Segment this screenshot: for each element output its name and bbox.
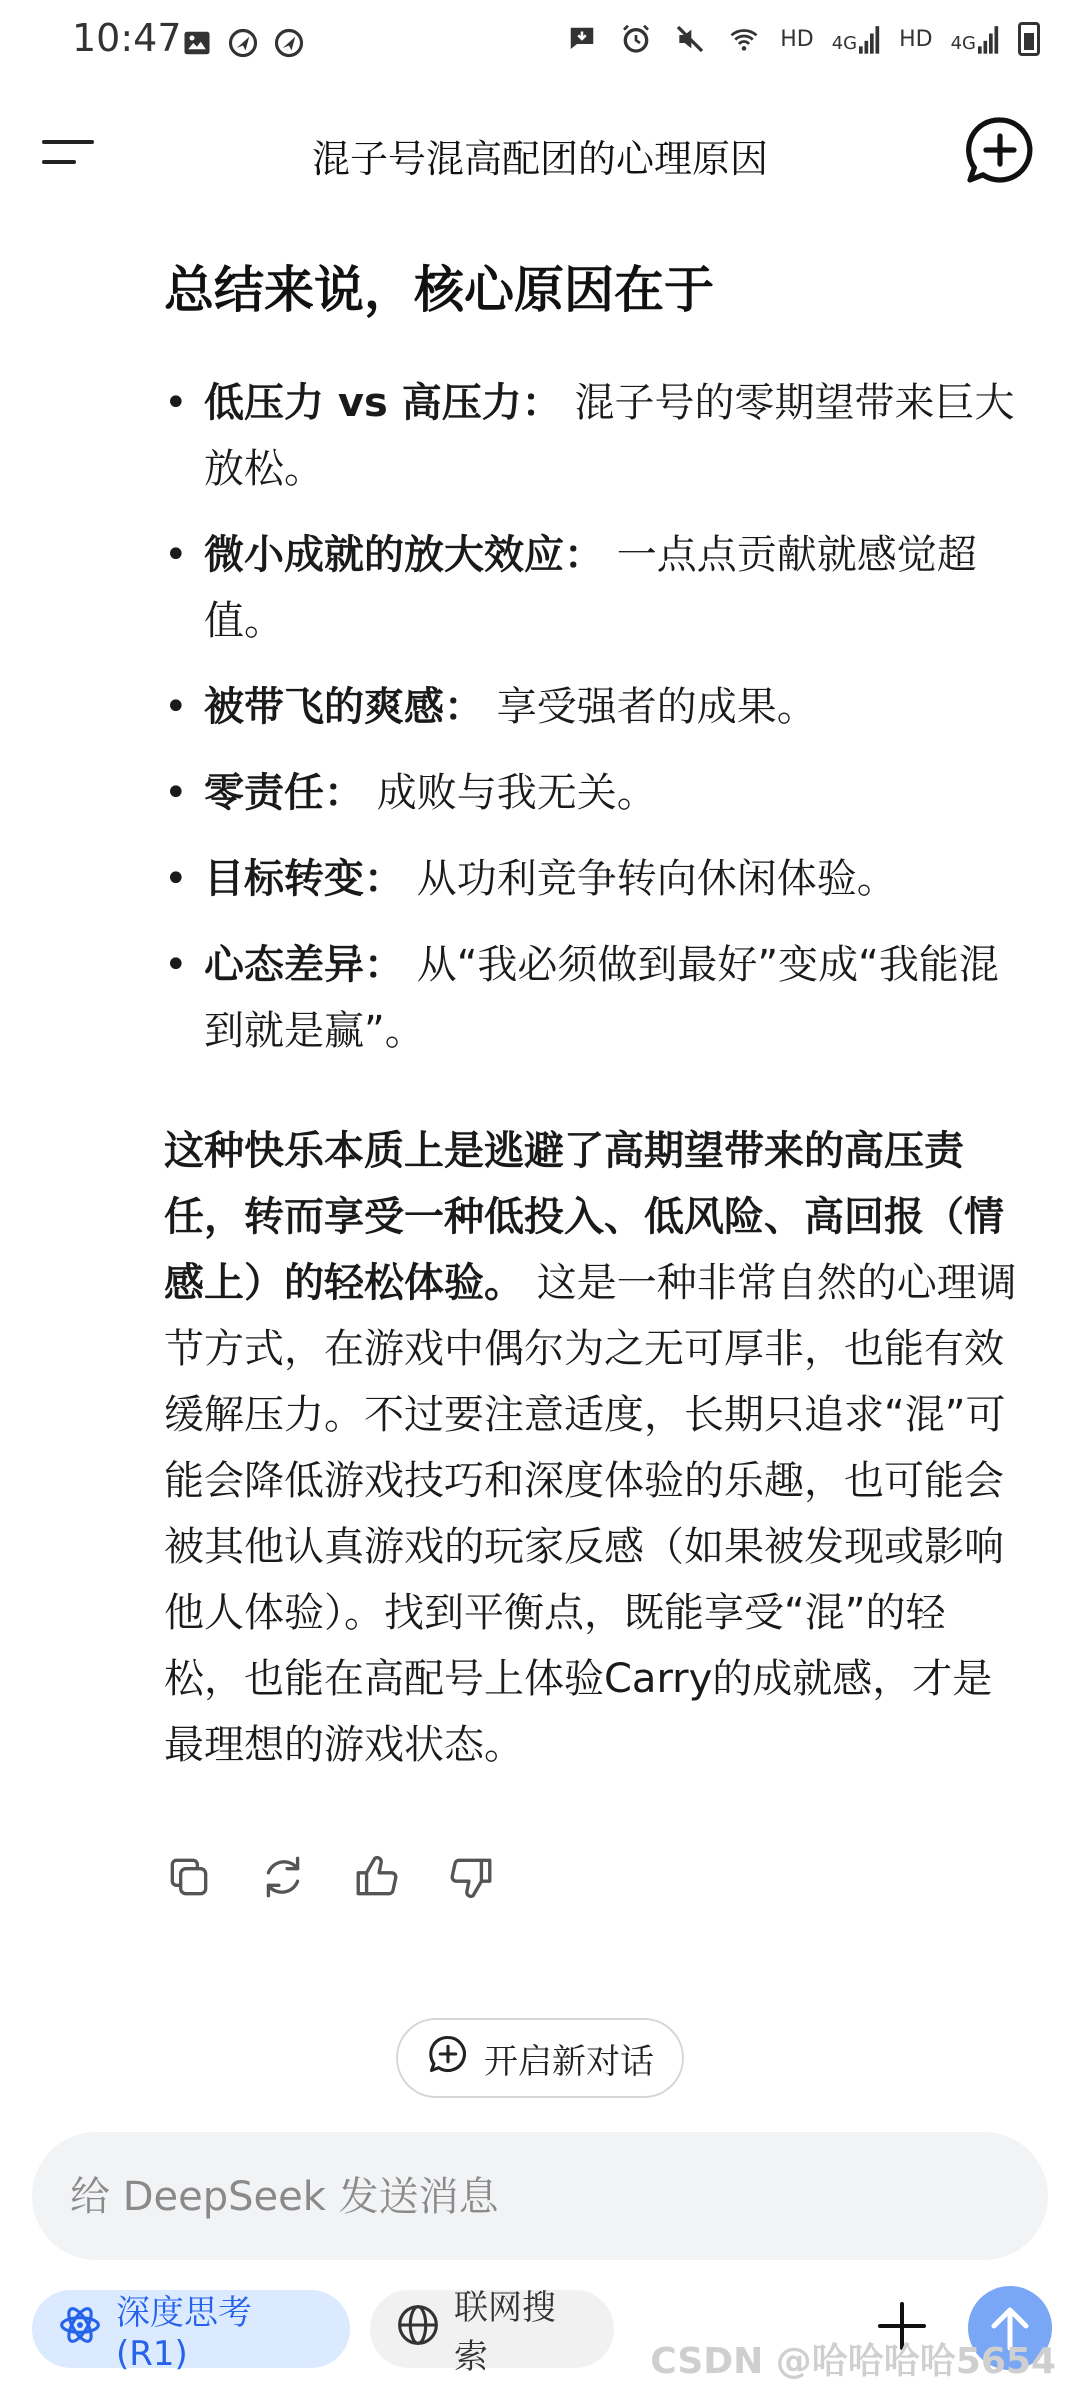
point-text: 成败与我无关。 — [364, 770, 657, 816]
list-item — [164, 674, 1024, 740]
web-search-toggle[interactable] — [370, 2288, 614, 2377]
status-bar — [0, 0, 1080, 86]
conclusion-text: 这是一种非常自然的心理调节方式，在游戏中偶尔为之无可厚非，也能有效缓解压力。不过要注意适度，长期只追求“混”可能会降低游戏技巧和深度体验的乐趣，也可能会被其他认真游戏的玩家反感（如果被发现或影响他人体验）。找到平衡点，既能享受“混”的轻松，也能在高配号上体验Carry的成就感，才是最理想的游戏状态。 — [164, 1260, 1017, 1768]
battery-icon — [1018, 22, 1040, 56]
conclusion-paragraph — [164, 1118, 1024, 1778]
list-item — [164, 846, 1024, 912]
message-input[interactable] — [68, 2132, 972, 2262]
list-item — [164, 522, 1024, 654]
point-label: 被带飞的爽感： — [204, 684, 484, 730]
conclusion-bold: 这种快乐本质上是逃避了高期望带来的高压责任，转而享受一种低投入、低风险、高回报（情感上）的轻松体验。 — [164, 1128, 1004, 1306]
watermark: CSDN @哈哈哈哈5654 — [650, 2341, 1056, 2382]
list-item — [164, 932, 1024, 1064]
summary-heading: 总结来说，核心原因在于 — [164, 261, 714, 319]
globe-icon — [396, 2303, 440, 2356]
message-input-container — [32, 2132, 1048, 2260]
app-header — [0, 86, 1080, 218]
page-title: 混子号混高配团的心理原因 — [311, 137, 768, 181]
list-item — [164, 760, 1024, 826]
point-text: 享受强者的成果。 — [484, 684, 817, 730]
point-label: 低压力 vs 高压力： — [204, 380, 562, 426]
message-icon — [564, 22, 600, 56]
copy-icon[interactable] — [164, 1852, 214, 1902]
atom-icon — [58, 2303, 102, 2356]
wifi-icon — [726, 22, 762, 56]
thumbs-up-icon[interactable] — [352, 1852, 402, 1902]
network-type-label: 4G — [950, 33, 976, 54]
status-left-icons — [180, 26, 306, 60]
point-text: 一点点贡献就感觉超值。 — [204, 532, 977, 644]
network-hd-label: HD — [899, 26, 933, 52]
message-actions — [164, 1852, 496, 1902]
point-label: 心态差异： — [204, 942, 404, 988]
deep-think-toggle[interactable] — [32, 2290, 350, 2374]
deep-think-label: 深度思考 (R1) — [116, 2292, 252, 2374]
status-right-icons — [564, 22, 1040, 56]
mute-icon — [672, 22, 708, 56]
new-chat-label: 开启新对话 — [484, 2041, 654, 2082]
point-label: 微小成就的放大效应： — [204, 532, 604, 578]
location-icon — [272, 26, 306, 60]
new-chat-icon — [426, 2032, 470, 2085]
status-time: 10:47 — [72, 16, 182, 60]
menu-icon[interactable] — [36, 114, 108, 186]
web-search-label: 联网搜索 — [454, 2288, 556, 2377]
point-text: 混子号的零期望带来巨大放松。 — [204, 380, 1015, 492]
point-label: 目标转变： — [204, 856, 404, 902]
list-item — [164, 370, 1024, 502]
alarm-icon — [618, 22, 654, 56]
thumbs-down-icon[interactable] — [446, 1852, 496, 1902]
assistant-message — [164, 230, 1024, 1778]
network-hd-label: HD — [780, 26, 814, 52]
key-points-list — [164, 370, 1024, 1064]
new-chat-button[interactable] — [396, 2018, 684, 2098]
point-label: 零责任： — [204, 770, 364, 816]
location-icon — [226, 26, 260, 60]
signal-icon — [951, 24, 1000, 54]
image-icon — [180, 26, 214, 60]
regenerate-icon[interactable] — [258, 1852, 308, 1902]
signal-icon — [832, 24, 881, 54]
network-type-label: 4G — [831, 33, 858, 54]
point-text: 从“我必须做到最好”变成“我能混到就是赢”。 — [204, 942, 999, 1054]
new-chat-icon[interactable] — [960, 110, 1040, 190]
point-text: 从功利竞争转向休闲体验。 — [404, 856, 897, 902]
